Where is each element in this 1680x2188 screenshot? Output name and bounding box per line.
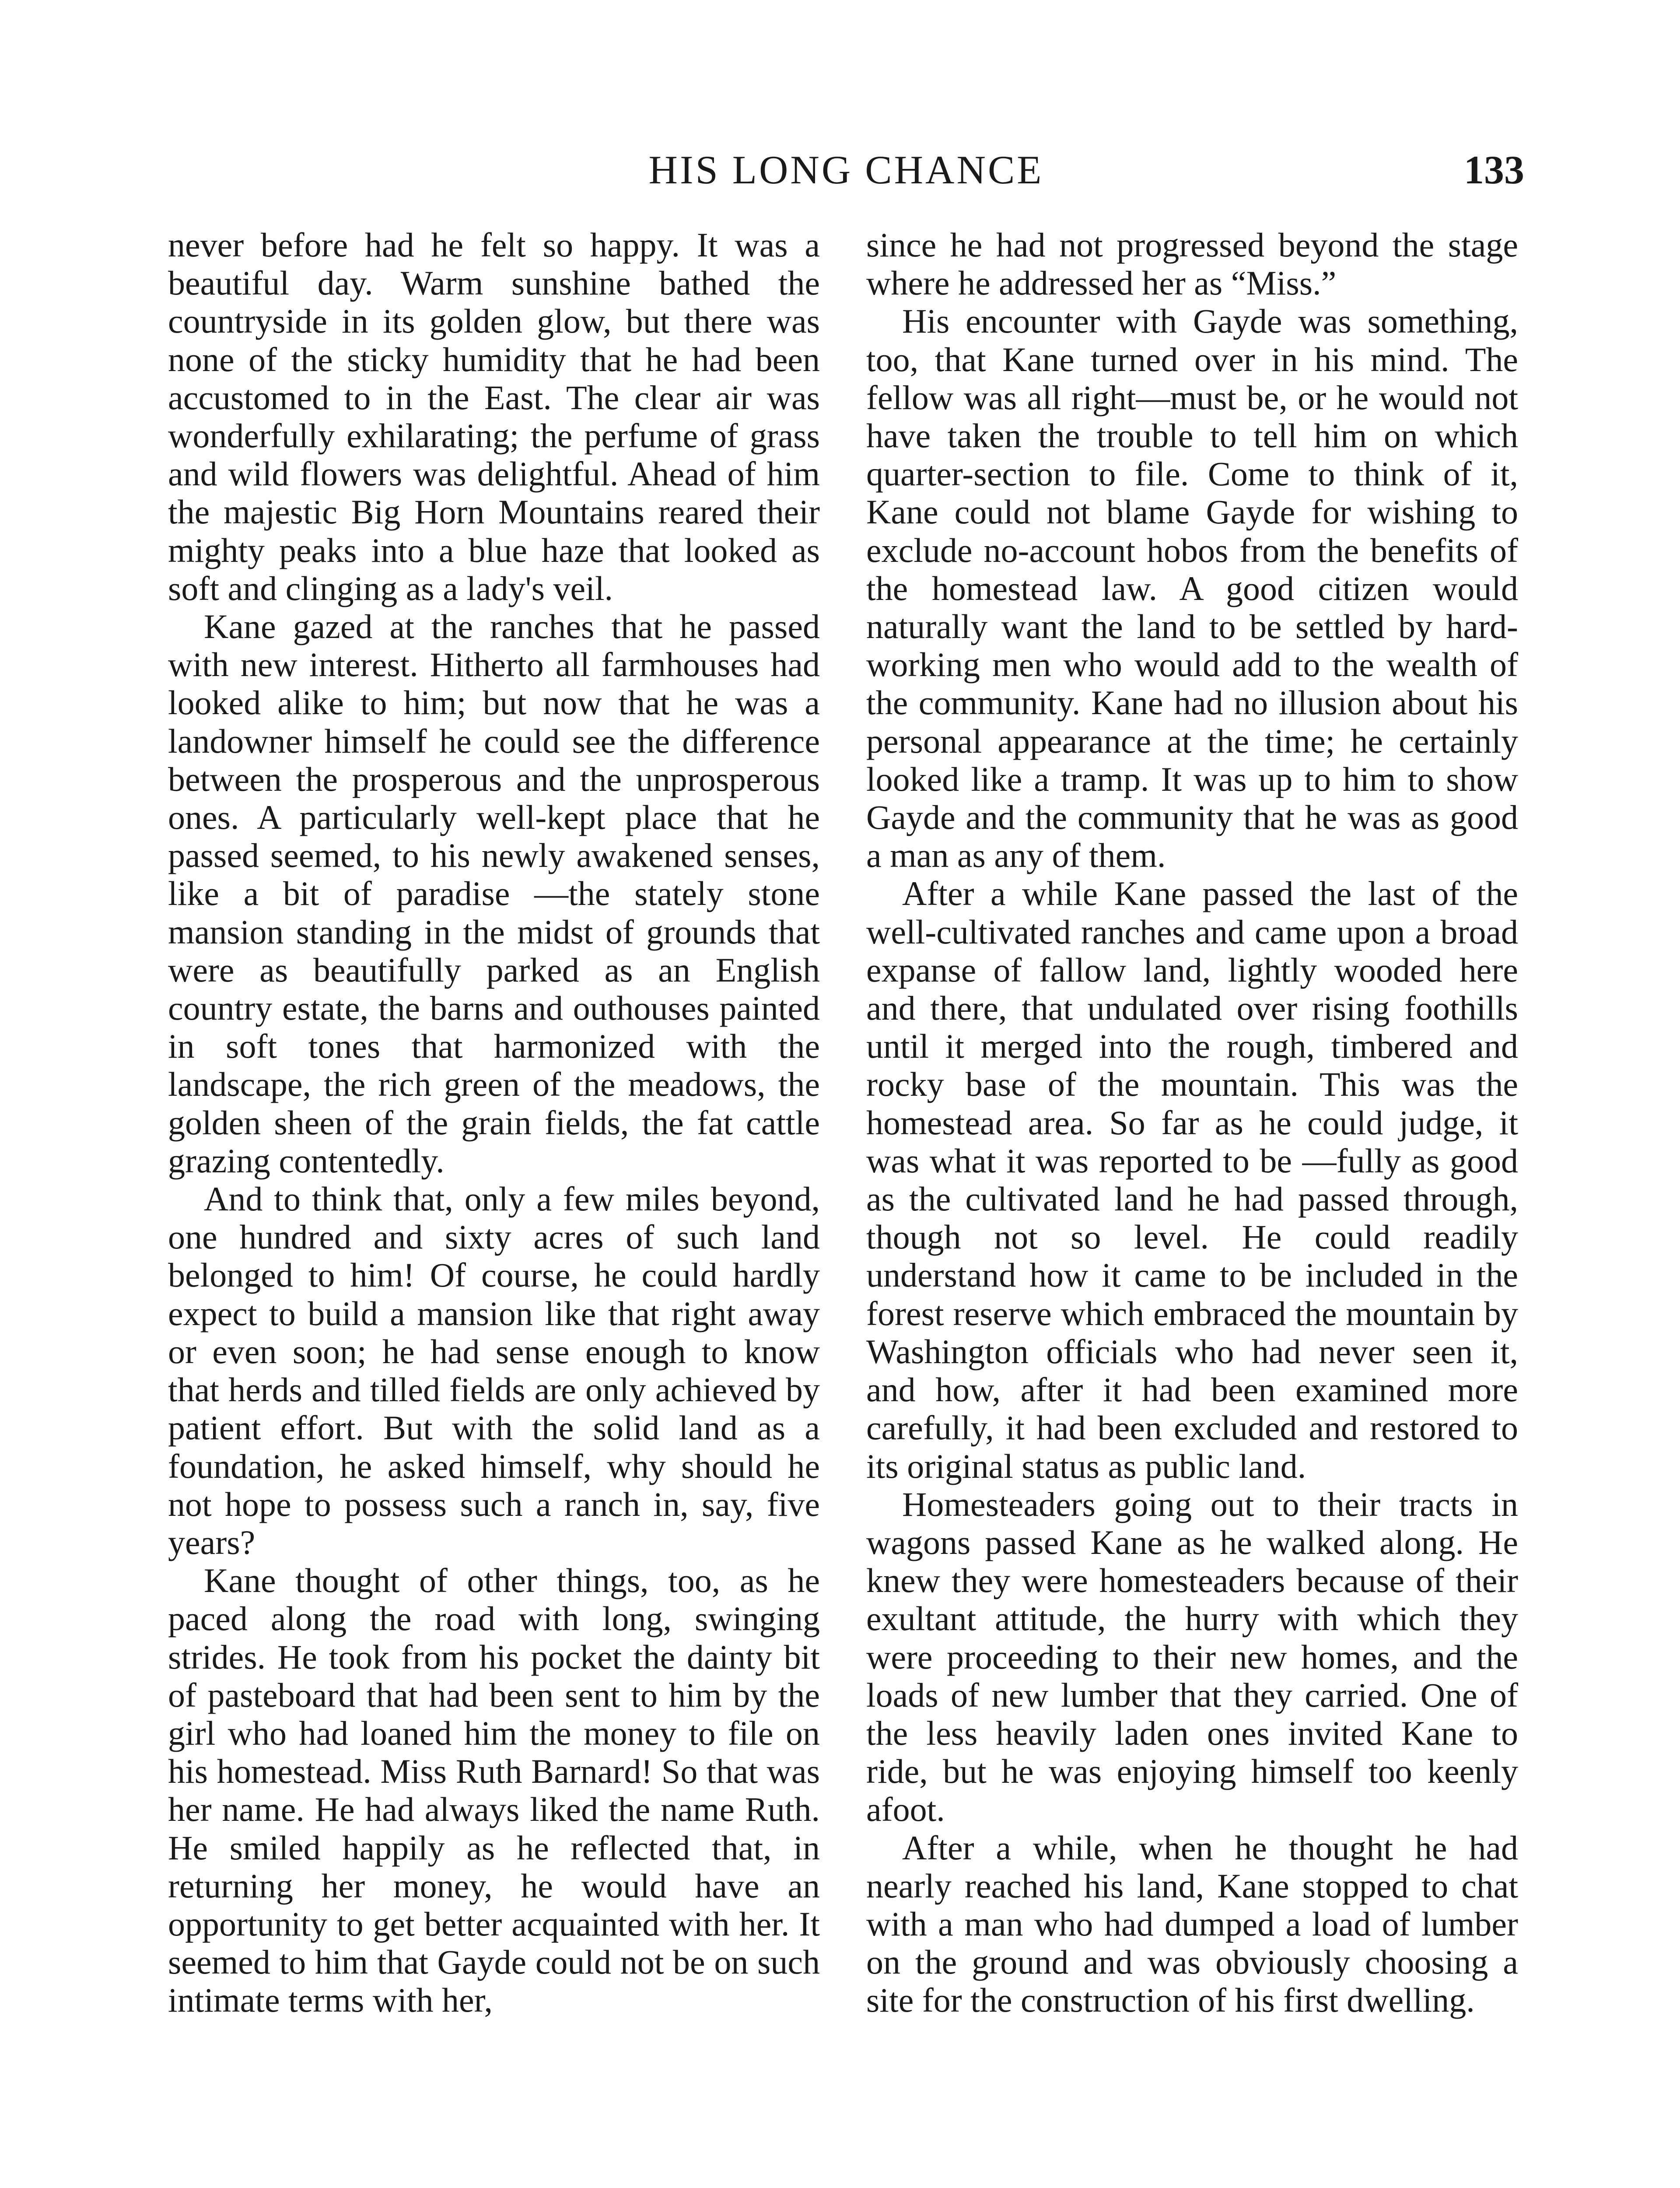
page-header [168,139,1524,200]
paragraph: Kane gazed at the ranches that he passed with new interest. Hitherto all farmhouses had looked alike to him; but now that he was a landowner himself he could see the difference between the prosperous and the unprosperous ones. A particularly well-kept place that he passed seemed, to his newly awakened senses, like a bit of paradise —the stately stone mansion standing in the midst of grounds that were as beautifully parked as an English country estate, the barns and outhouses painted in soft tones that harmonized with the landscape, the rich green of the meadows, the golden sheen of the grain fields, the fat cattle grazing contentedly. [168,607,820,1180]
right-column [866,226,1518,2020]
paragraph: never before had he felt so happy. It was a beautiful day. Warm sunshine bathed the countryside in its golden glow, but there was none of the sticky humidity that he had been accustomed to in the East. The clear air was wonderfully exhilarating; the perfume of grass and wild flowers was delightful. Ahead of him the majestic Big Horn Mountains reared their mighty peaks into a blue haze that looked as soft and clinging as a lady's veil. [168,226,820,607]
paragraph: After a while, when he thought he had nearly reached his land, Kane stopped to chat with a man who had dumped a load of lumber on the ground and was obviously choosing a site for the construction of his first dwelling. [866,1828,1518,2020]
paragraph: Kane thought of other things, too, as he paced along the road with long, swinging strides. He took from his pocket the dainty bit of pasteboard that had been sent to him by the girl who had loaned him the money to file on his homestead. Miss Ruth Barnard! So that was her name. He had always liked the name Ruth. He smiled happily as he reflected that, in returning her money, he would have an opportunity to get better acquainted with her. It seemed to him that Gayde could not be on such intimate terms with her, [168,1561,820,2020]
paragraph: since he had not progressed beyond the stage where he addressed her as “Miss.” [866,226,1518,302]
running-head: HIS LONG CHANCE [648,147,1044,192]
page-number: 133 [1464,147,1524,192]
paragraph: Homesteaders going out to their tracts in wagons passed Kane as he walked along. He knew they were homesteaders because of their exultant attitude, the hurry with which they were proceeding to their new homes, and the loads of new lumber that they carried. One of the less heavily laden ones invited Kane to ride, but he was enjoying himself too keenly afoot. [866,1485,1518,1829]
left-column [168,226,820,2020]
paragraph: And to think that, only a few miles beyond, one hundred and sixty acres of such land belonged to him! Of course, he could hardly expect to build a mansion like that right away or even soon; he had sense enough to know that herds and tilled fields are only achieved by patient effort. But with the solid land as a foundation, he asked himself, why should he not hope to possess such a ranch in, say, five years? [168,1180,820,1561]
paragraph: After a while Kane passed the last of the well-cultivated ranches and came upon a broad expanse of fallow land, lightly wooded here and there, that undulated over rising foothills until it merged into the rough, timbered and rocky base of the mountain. This was the homestead area. So far as he could judge, it was what it was reported to be —fully as good as the cultivated land he had passed through, though not so level. He could readily understand how it came to be included in the forest reserve which embraced the mountain by Washington officials who had never seen it, and how, after it had been examined more carefully, it had been excluded and restored to its original status as public land. [866,874,1518,1485]
paragraph: His encounter with Gayde was something, too, that Kane turned over in his mind. The fellow was all right—must be, or he would not have taken the trouble to tell him on which quarter-section to file. Come to think of it, Kane could not blame Gayde for wishing to exclude no-account hobos from the benefits of the homestead law. A good citizen would naturally want the land to be settled by hard-working men who would add to the wealth of the community. Kane had no illusion about his personal appearance at the time; he certainly looked like a tramp. It was up to him to show Gayde and the community that he was as good a man as any of them. [866,302,1518,875]
